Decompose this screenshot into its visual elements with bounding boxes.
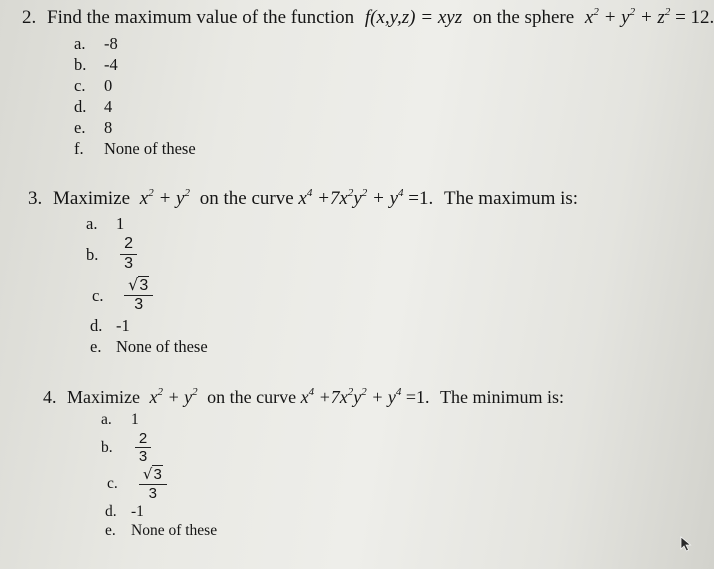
answer-options: [101, 410, 564, 541]
answer-option-b: b. $\frac{2}{3}$: [86, 236, 578, 273]
answer-option-b: b. $\frac{2}{3}$: [101, 431, 564, 466]
answer-options: [86, 213, 578, 358]
answer-option-a: a. -8: [74, 33, 118, 53]
question-3-stem: [28, 189, 578, 210]
question-prefix: Maximize: [53, 188, 131, 209]
answer-option-e: e. None of these: [90, 337, 208, 357]
function-expression: f(x,y,z) = xyz: [364, 7, 463, 28]
fraction: $\frac{2}{3}$: [120, 236, 137, 273]
question-4: [43, 388, 564, 541]
question-2-stem: [22, 8, 714, 29]
answer-options: [74, 33, 714, 160]
square-root: √3: [142, 465, 162, 484]
square-root: √3: [128, 274, 149, 294]
question-prefix: Find the maximum value of the function: [47, 7, 355, 28]
question-number: 2.: [22, 7, 37, 28]
question-prefix: Maximize: [67, 387, 140, 407]
answer-option-d: d. -1: [105, 502, 144, 520]
answer-option-c: c. $\frac{√3}{3}$: [101, 467, 564, 502]
question-2: [22, 8, 714, 160]
answer-option-d: d. 4: [74, 97, 113, 117]
curve-equation: $x^4 +7x^2y^2 + y^4 =1$.: [298, 187, 434, 209]
fraction: $\frac{2}{3}$: [135, 431, 151, 466]
curve-equation: $x^4 +7x^2y^2 + y^4 =1$.: [300, 386, 430, 407]
answer-option-d: d. -1: [90, 316, 130, 336]
sphere-equation: $x^2 + y^2 + z^2 = 12$.: [584, 6, 714, 28]
answer-option-e: e. None of these: [105, 522, 218, 540]
fraction: $\frac{√3}{3}$: [139, 467, 167, 502]
objective-expression: $x^2 + y^2$: [149, 386, 198, 407]
question-number: 4.: [43, 387, 57, 407]
question-number: 3.: [28, 188, 43, 209]
answer-option-a: a. 1: [101, 410, 139, 428]
answer-option-c: c. $\frac{√3}{3}$: [86, 277, 578, 315]
answer-option-c: c. 0: [74, 76, 113, 96]
question-3: [28, 189, 578, 357]
answer-option-f: f. None of these: [74, 139, 196, 159]
objective-expression: $x^2 + y^2$: [139, 187, 190, 209]
answer-option-b: b. -4: [74, 55, 118, 74]
answer-option-a: a. 1: [86, 213, 125, 233]
question-4-stem: [43, 388, 564, 408]
question-middle: on the sphere: [472, 7, 575, 28]
question-suffix: The maximum is:: [444, 188, 579, 209]
question-suffix: The minimum is:: [440, 387, 565, 407]
mouse-pointer-icon: [680, 536, 692, 552]
question-middle: on the curve: [207, 387, 297, 407]
question-middle: on the curve: [199, 188, 294, 209]
answer-option-e: e. 8: [74, 118, 113, 138]
fraction: $\frac{√3}{3}$: [124, 277, 153, 315]
